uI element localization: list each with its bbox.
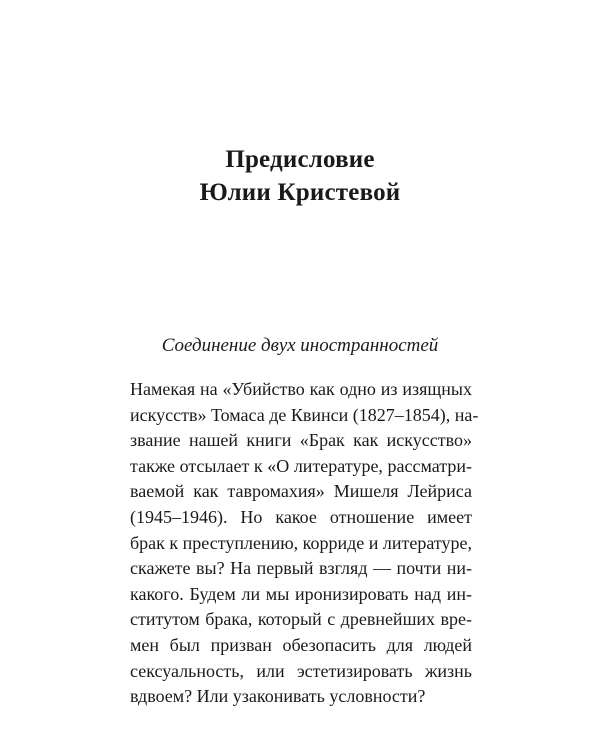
paragraph-line: вдвоем? Или узаконивать условности? [130,686,426,707]
paragraph-line: сексуальность, или эстетизировать жизнь [130,660,472,681]
chapter-title-line-1: Предисловие [225,146,375,173]
paragraph-line: ститутом брака, который с древнейших вре- [130,609,472,630]
paragraph-line: искусств» Томаса де Квинси (1827–1854), на- [130,404,479,425]
paragraph-line: (1945–1946). Но какое отношение имеет [130,506,472,527]
paragraph-line: мен был призван обезопасить для людей [130,634,472,655]
paragraph-line: скажете вы? На первый взгляд — почти ни- [130,558,472,579]
body-paragraph [130,377,479,710]
paragraph-line: брак к преступлению, корриде и литературе, [130,532,472,553]
paragraph-line: какого. Будем ли мы иронизировать над ин- [130,583,472,604]
paragraph-line: звание нашей книги «Брак как искусство» [130,430,472,451]
chapter-title-line-2: Юлии Кристевой [199,179,401,206]
paragraph-line: также отсылает к «О литературе, рассматри- [130,455,472,476]
chapter-title [0,143,600,209]
section-title: Соединение двух иностранностей [161,335,439,356]
paragraph-line: Намекая на «Убийство как одно из изящных [130,379,472,399]
paragraph-line: ваемой как тавромахия» Мишеля Лейриса [130,481,472,502]
